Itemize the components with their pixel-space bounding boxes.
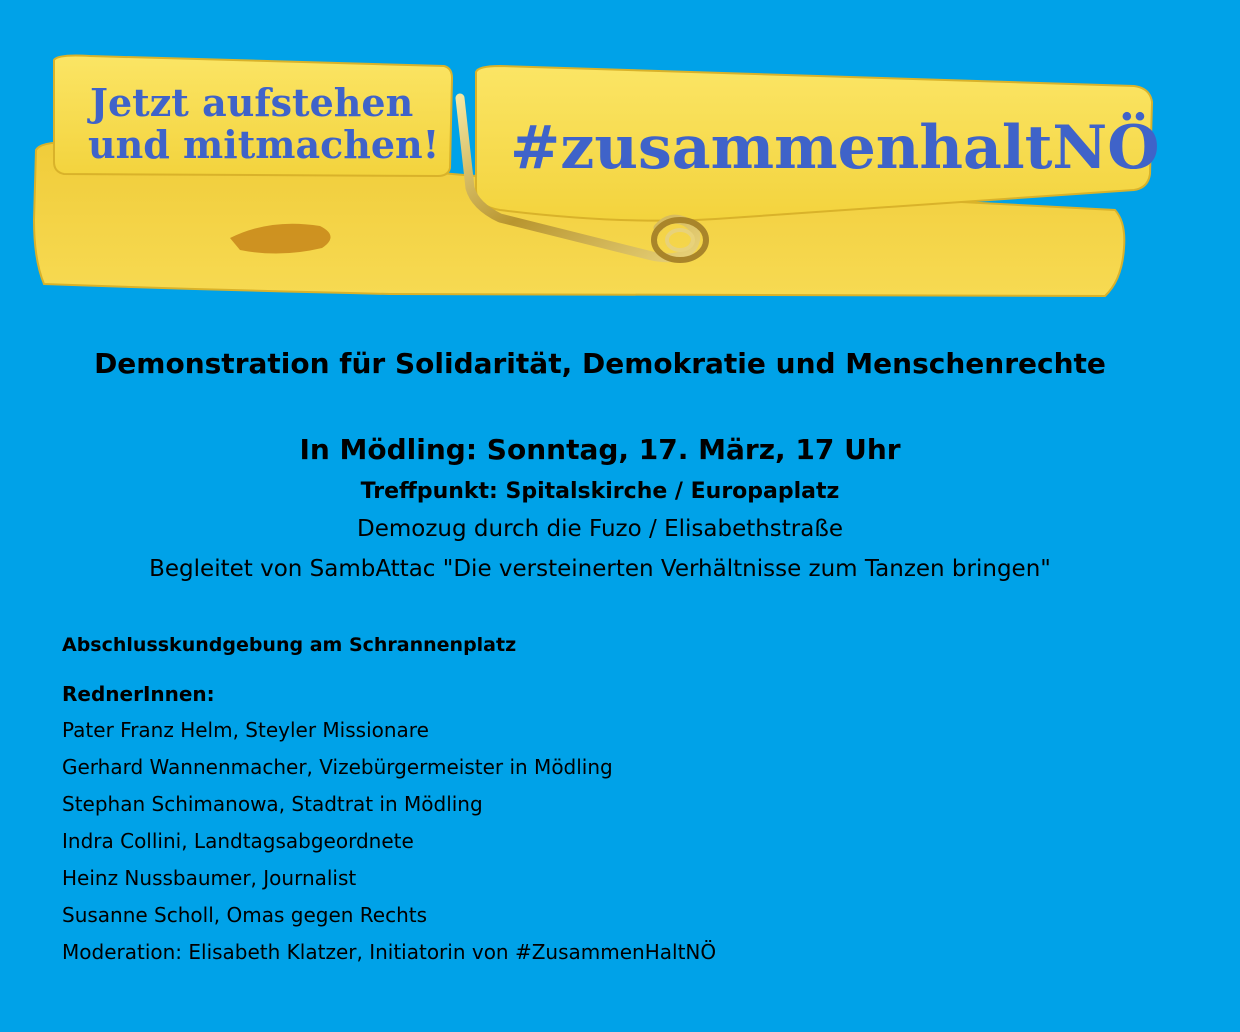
music-accompaniment: Begleitet von SambAttac "Die versteinerten Verhältnisse zum Tanzen bringen" <box>149 556 1051 582</box>
speaker-item: Susanne Scholl, Omas gegen Rechts <box>62 903 428 927</box>
meeting-point: Treffpunkt: Spitalskirche / Europaplatz <box>360 479 840 504</box>
march-route: Demozug durch die Fuzo / Elisabethstraße <box>357 516 843 542</box>
hashtag-text: #zusammenhaltNÖ <box>510 113 1160 183</box>
closing-rally: Abschlusskundgebung am Schrannenplatz <box>62 634 517 656</box>
speaker-item: Pater Franz Helm, Steyler Missionare <box>62 718 429 742</box>
slogan-line-2: und mitmachen! <box>88 122 440 167</box>
speakers-heading: RednerInnen: <box>62 682 215 706</box>
slogan-line-1: Jetzt aufstehen <box>90 80 414 125</box>
speakers-list <box>62 680 716 975</box>
clothespin-image <box>30 50 1160 305</box>
moderation-item: Moderation: Elisabeth Klatzer, Initiatorin von #ZusammenHaltNÖ <box>62 940 717 964</box>
speaker-item: Indra Collini, Landtagsabgeordnete <box>62 829 414 853</box>
speaker-item: Gerhard Wannenmacher, Vizebürgermeister in Mödling <box>62 755 613 779</box>
event-title: Demonstration für Solidarität, Demokratie und Menschenrechte <box>94 347 1106 380</box>
event-date-time: In Mödling: Sonntag, 17. März, 17 Uhr <box>299 433 901 466</box>
speaker-item: Stephan Schimanowa, Stadtrat in Mödling <box>62 792 483 816</box>
speaker-item: Heinz Nussbaumer, Journalist <box>62 866 357 890</box>
